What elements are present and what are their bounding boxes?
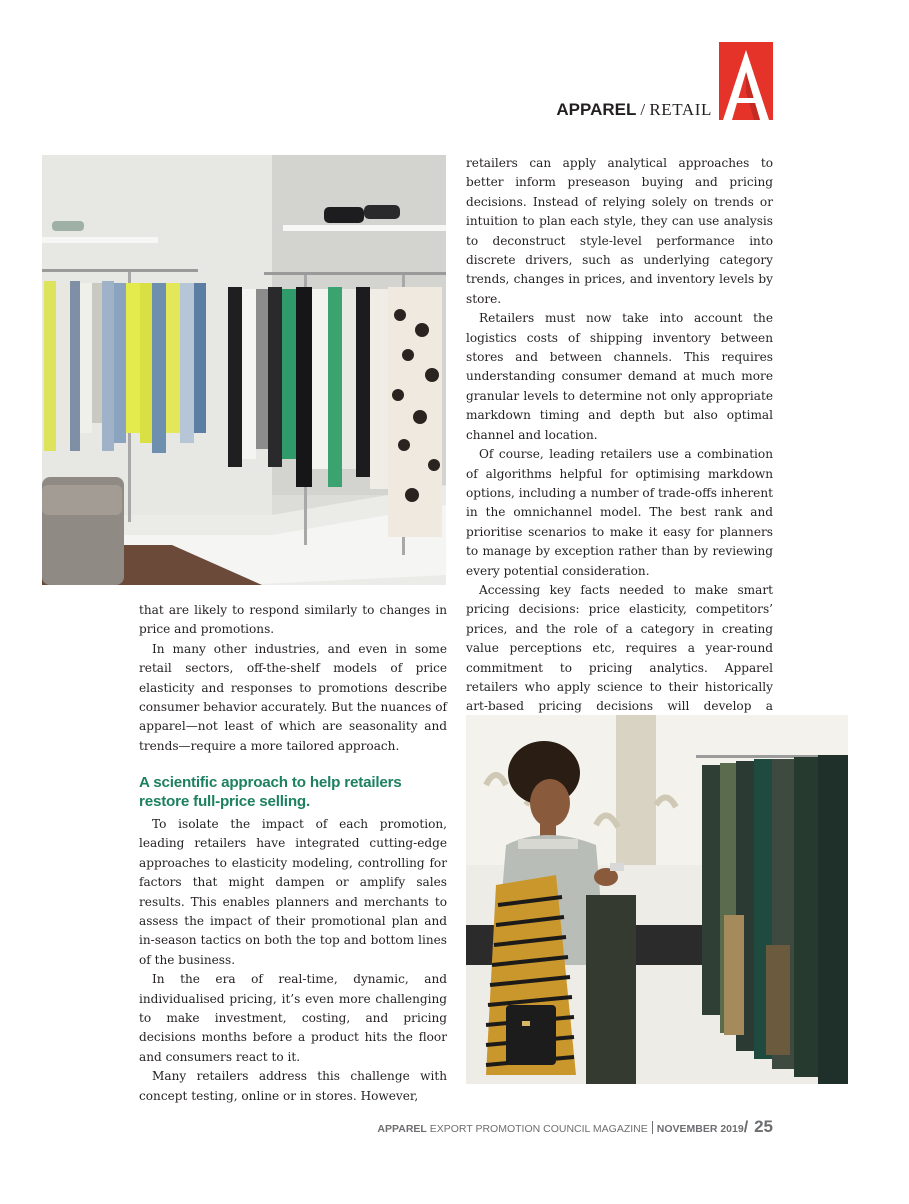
article-left-column-top xyxy=(139,601,447,756)
footer-brand: APPAREL xyxy=(377,1123,427,1135)
subsection-name: RETAIL xyxy=(649,100,712,119)
clothing-store-photo xyxy=(42,155,446,585)
paragraph: retailers can apply analytical approaches to better inform preseason buying and pricing decisions. Instead of relying solely on trends or intuition to plan each style, they can use analysis to deconstruct style-level performance into discrete drivers, such as underlying category trends, changes in prices, and inventory levels by store. xyxy=(466,156,773,306)
magazine-logo xyxy=(719,42,773,120)
paragraph: Retailers must now take into account the logistics costs of shipping inventory between stores and between channels. This requires understanding consumer demand at much more granular levels to determine not only appropriate markdown timing and depth but also optimal channel and location. xyxy=(466,311,773,442)
footer-issue: NOVEMBER 2019 xyxy=(656,1123,744,1135)
article-right-column xyxy=(466,154,773,756)
paragraph: In many other industries, and even in some retail sectors, off-the-shelf models of price elasticity and responses to promotions describe consumer behavior accurately. But the nuances of apparel—not least of which are seasonality and trends—require a more tailored approach. xyxy=(139,641,447,753)
page-number: 25 xyxy=(754,1117,773,1136)
paragraph-final-text: Accessing key facts needed to make smart pricing decisions: price elasticity, competitors’ prices, and the role of a category in creating value perceptions etc, requires a year-round commitment to pricing analytics. Apparel retailers who apply science to their historically art-based pricing decisions will develop a xyxy=(466,582,773,714)
section-name: APPAREL xyxy=(556,100,637,119)
section-separator: / xyxy=(640,100,646,119)
paragraph: In the era of real-time, dynamic, and individualised pricing, it’s even more challenging to make investment, costing, and pricing decisions months before a product hits the floor and consumers react to it. xyxy=(139,972,447,1064)
paragraph: Many retailers address this challenge with concept testing, online or in stores. However, xyxy=(139,1069,447,1103)
article-subheading: A scientific approach to help retailers restore full-price selling. xyxy=(139,774,402,810)
page-footer xyxy=(377,1117,773,1137)
section-label xyxy=(556,100,712,120)
woman-shopping-photo xyxy=(466,715,848,1084)
paragraph: that are likely to respond similarly to changes in price and promotions. xyxy=(139,603,447,637)
footer-publication: EXPORT PROMOTION COUNCIL MAGAZINE xyxy=(429,1123,648,1135)
article-left-column-bottom xyxy=(139,815,447,1106)
footer-slash: / xyxy=(743,1119,749,1136)
paragraph: To isolate the impact of each promotion, leading retailers have integrated cutting-edge approaches to elasticity modeling, controlling for factors that might dampen or amplify sales results. This enables planners and merchants to assess the impact of their promotional plan and in-season tactics on both the top and bottom lines of the business. xyxy=(139,817,447,967)
footer-divider xyxy=(652,1121,653,1134)
paragraph: Of course, leading retailers use a combination of algorithms helpful for optimising markdown options, including a number of trade-offs inherent in the omnichannel model. The best rank and prioritise scenarios to make it easy for planners to manage by exception rather than by reviewing every potential consideration. xyxy=(466,447,773,578)
